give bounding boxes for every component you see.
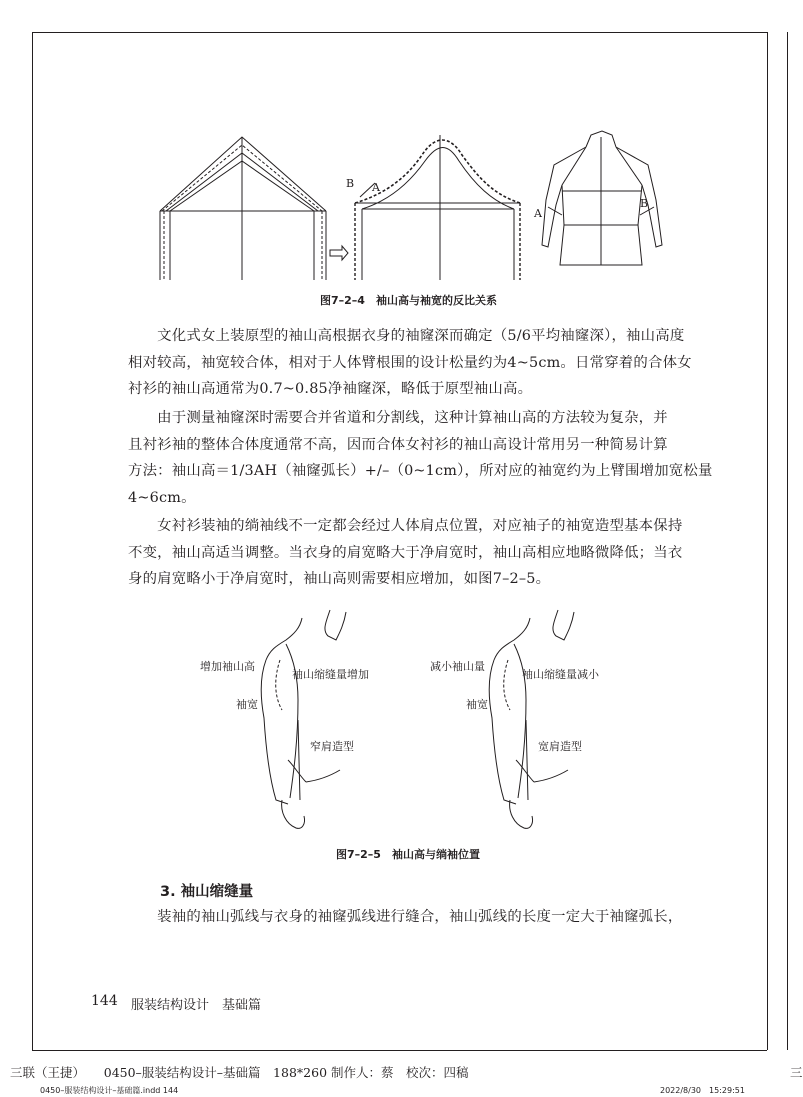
sleeve-pattern-fan bbox=[160, 137, 326, 280]
label-a: A bbox=[372, 181, 380, 194]
print-slug: 三联（王捷） 0450–服装结构设计–基础篇 188*260 制作人：蔡 校次：四稿 bbox=[10, 1065, 469, 1080]
paragraph-line: 不变，袖山高适当调整。当衣身的肩宽略大于净肩宽时，袖山高相应地略微降低；当衣 bbox=[128, 544, 683, 561]
label-narrow-shoulder: 窄肩造型 bbox=[310, 740, 354, 753]
label-sleeve-width-left: 袖宽 bbox=[236, 698, 258, 711]
paragraph-line: 且衬衫袖的整体合体度通常不高，因而合体女衬衫的袖山高设计常用另一种简易计算 bbox=[128, 436, 668, 453]
section-heading: 3. 袖山缩缝量 bbox=[160, 884, 254, 900]
print-slug-right: 三 bbox=[790, 1065, 803, 1080]
paragraph-line: 由于测量袖窿深时需要合并省道和分割线，这种计算袖山高的方法较为复杂，并 bbox=[128, 410, 668, 426]
label-ease-increase: 袖山缩缝量增加 bbox=[292, 668, 369, 681]
paragraph-line: 方法：袖山高＝1/3AH（袖窿弧长）+/–（0~1cm），所对应的袖宽约为上臂围增加宽松量 bbox=[128, 463, 713, 479]
arrow-icon bbox=[330, 246, 348, 260]
page-frame-right-outer bbox=[787, 32, 788, 1050]
page-frame-left bbox=[32, 32, 33, 1050]
figure-caption-7-2-5: 图7–2–5 袖山高与绱袖位置 bbox=[336, 848, 480, 861]
label-jacket-b: B bbox=[640, 197, 649, 210]
figure-wide-shoulder bbox=[489, 610, 574, 828]
label-sleeve-width-right: 袖宽 bbox=[466, 698, 488, 711]
label-jacket-a: A bbox=[534, 207, 542, 220]
paragraph-line: 文化式女上装原型的袖山高根据衣身的袖窿深而确定（5/6平均袖窿深），袖山高度 bbox=[128, 328, 685, 344]
running-footer-title: 服装结构设计 基础篇 bbox=[131, 998, 262, 1013]
paragraph-line: 4~6cm。 bbox=[128, 489, 196, 506]
page-frame-bottom bbox=[32, 1050, 767, 1051]
figure-caption-7-2-4: 图7–2–4 袖山高与袖宽的反比关系 bbox=[320, 294, 497, 307]
label-increase-cap-height: 增加袖山高 bbox=[200, 660, 255, 673]
paragraph-2 bbox=[128, 405, 713, 511]
paragraph-1 bbox=[128, 323, 700, 403]
paragraph-line: 女衬衫装袖的绱袖线不一定都会经过人体肩点位置，对应袖子的袖宽造型基本保持 bbox=[128, 518, 683, 534]
paragraph-line: 装袖的袖山弧线与衣身的袖窿弧线进行缝合，袖山弧线的长度一定大于袖窿弧长， bbox=[128, 909, 683, 925]
paragraph-3 bbox=[128, 513, 700, 593]
figure-sleeve-cap-width bbox=[150, 125, 670, 285]
figure-narrow-shoulder bbox=[261, 610, 346, 828]
figure-shoulder-position bbox=[190, 600, 630, 835]
label-b: B bbox=[346, 177, 355, 190]
paragraph-line: 身的肩宽略小于净肩宽时，袖山高则需要相应增加，如图7–2–5。 bbox=[128, 571, 551, 587]
paragraph-line: 衬衫的袖山高通常为0.7~0.85净袖窿深，略低于原型袖山高。 bbox=[128, 381, 533, 397]
paragraph-4 bbox=[128, 904, 700, 931]
page-frame-right bbox=[767, 32, 768, 1050]
page-frame-top bbox=[32, 32, 767, 33]
print-timestamp: 2022/8/30 15:29:51 bbox=[660, 1086, 745, 1095]
label-decrease-cap-height: 减小袖山量 bbox=[430, 660, 485, 673]
file-name: 0450–服装结构设计–基础篇.indd 144 bbox=[40, 1086, 179, 1095]
page-number: 144 bbox=[91, 993, 118, 1009]
sleeve-cap-curves bbox=[355, 135, 520, 280]
label-wide-shoulder: 宽肩造型 bbox=[538, 740, 582, 753]
label-ease-decrease: 袖山缩缝量减小 bbox=[522, 668, 599, 681]
paragraph-line: 相对较高，袖宽较合体，相对于人体臂根围的设计松量约为4~5cm。日常穿着的合体女 bbox=[128, 354, 692, 371]
